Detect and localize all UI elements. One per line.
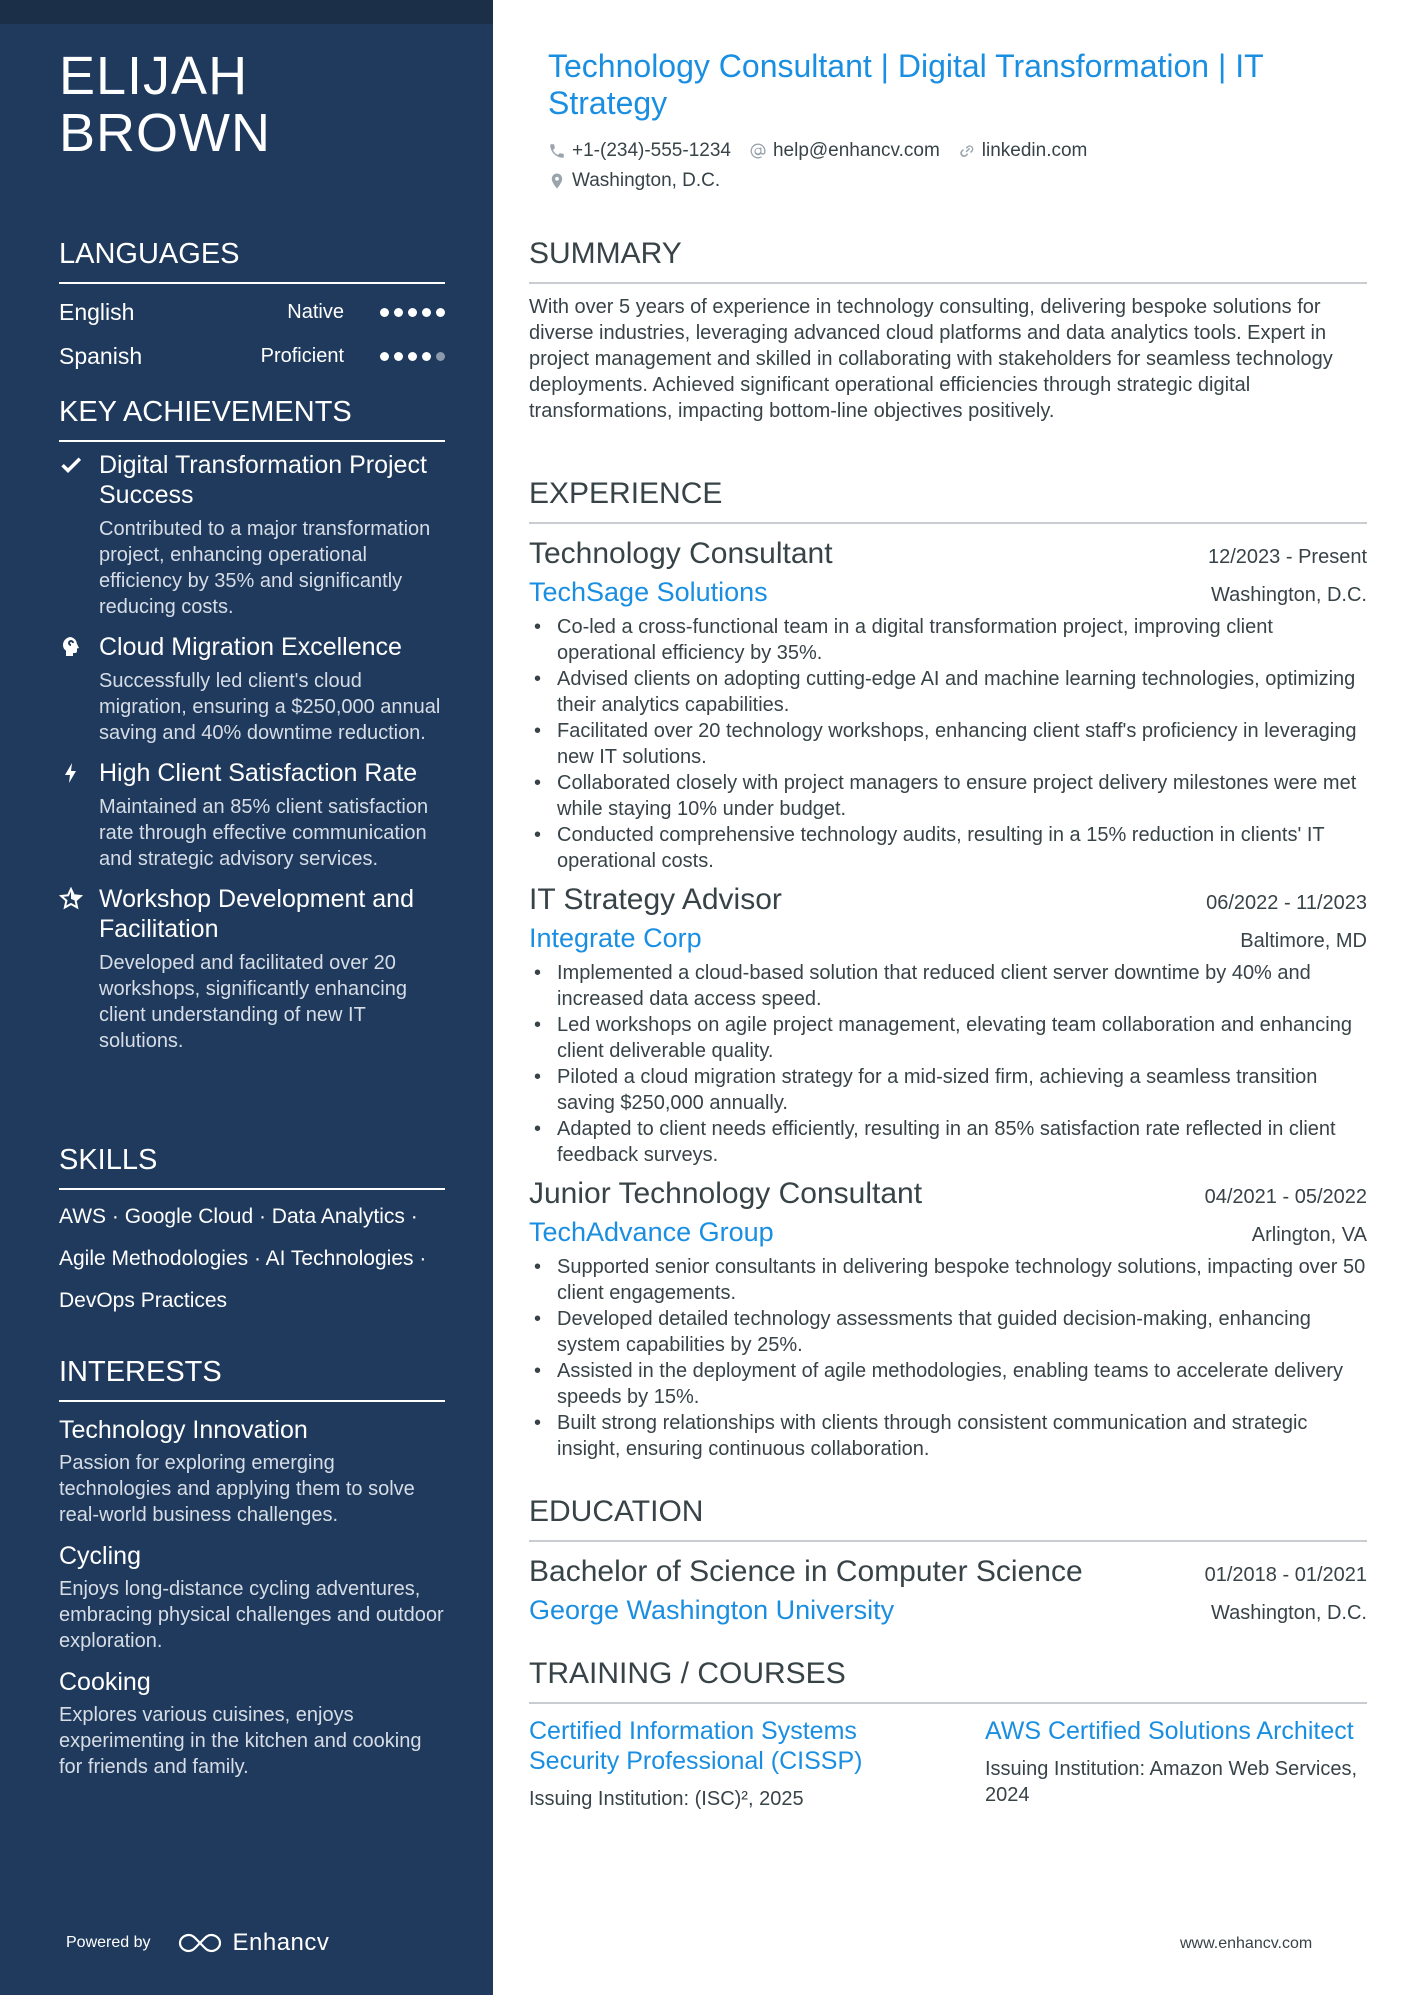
training-section (529, 1656, 1367, 1812)
rating-dot (380, 352, 389, 361)
sidebar (0, 0, 493, 1995)
contact-location (548, 170, 720, 192)
job-bullet: • Facilitated over 20 technology workshops, enhancing client staff's proficiency in leveraging new IT solutions. (529, 718, 1367, 770)
job-title: Technology Consultant (529, 537, 833, 570)
phone-text: +1-(234)-555-1234 (572, 140, 731, 161)
interest-item (59, 1666, 445, 1780)
interest-desc: Enjoys long-distance cycling adventures, embracing physical challenges and outdoor exploration. (59, 1578, 444, 1652)
contact-phone[interactable] (548, 140, 731, 162)
interest-title: Cooking (59, 1668, 151, 1696)
language-item (59, 290, 445, 334)
education-section (529, 1494, 1367, 1628)
skills-heading: SKILLS (59, 1142, 445, 1190)
language-name: English (59, 298, 135, 325)
skills-line: AWS · Google Cloud · Data Analytics · (59, 1205, 418, 1228)
enhancv-logo-icon (177, 1931, 223, 1955)
school: George Washington University (529, 1595, 895, 1625)
interest-desc: Passion for exploring emerging technologies and applying them to solve real-world business challenges. (59, 1452, 415, 1526)
star-icon (59, 884, 99, 1054)
job-company: TechAdvance Group (529, 1217, 774, 1247)
job-bullet: • Collaborated closely with project managers to ensure project delivery milestones were met while staying 10% under budget. (529, 770, 1367, 822)
languages-section (59, 236, 445, 378)
course-item (985, 1716, 1367, 1812)
rating-dot (436, 308, 445, 317)
rating-dot (408, 308, 417, 317)
summary-section (529, 236, 1367, 424)
course-title: AWS Certified Solutions Architect (985, 1717, 1354, 1745)
achievement-title: Cloud Migration Excellence (99, 633, 402, 661)
interests-section (59, 1354, 445, 1780)
interest-title: Cycling (59, 1542, 141, 1570)
job-dates: 06/2022 - 11/2023 (1206, 892, 1367, 914)
location-text: Washington, D.C. (572, 170, 721, 191)
at-icon (749, 142, 767, 160)
interest-item (59, 1540, 445, 1654)
interest-title: Technology Innovation (59, 1416, 308, 1444)
achievements-heading: KEY ACHIEVEMENTS (59, 394, 445, 442)
contact-info (548, 136, 1348, 196)
job-bullets (529, 614, 1367, 874)
job-entry (529, 880, 1367, 1168)
languages-heading: LANGUAGES (59, 236, 445, 284)
rating-dot (394, 352, 403, 361)
language-rating (380, 308, 445, 317)
job-title: IT Strategy Advisor (529, 883, 782, 916)
job-entry (529, 1174, 1367, 1462)
job-bullet: • Conducted comprehensive technology audits, resulting in a 15% reduction in clients' IT operational costs. (529, 822, 1367, 874)
job-location: Arlington, VA (1251, 1224, 1367, 1246)
enhancv-logo[interactable] (177, 1929, 330, 1957)
training-heading: TRAINING / COURSES (529, 1656, 1367, 1704)
job-bullet: • Led workshops on agile project management, elevating team collaboration and enhancing client deliverable quality. (529, 1012, 1367, 1064)
job-bullet: • Co-led a cross-functional team in a digital transformation project, improving client operational efficiency by 35%. (529, 614, 1367, 666)
phone-icon (548, 142, 566, 160)
education-location: Washington, D.C. (1211, 1602, 1367, 1624)
checkmark-icon (59, 450, 99, 620)
powered-by-label: Powered by (66, 1934, 151, 1951)
job-location: Washington, D.C. (1211, 584, 1367, 606)
brain-icon (59, 632, 99, 746)
headline: Technology Consultant | Digital Transformation | IT Strategy (548, 48, 1264, 121)
job-location: Baltimore, MD (1240, 930, 1367, 952)
achievement-item (59, 884, 445, 1054)
job-bullets (529, 1254, 1367, 1462)
rating-dot (380, 308, 389, 317)
rating-dot (422, 352, 431, 361)
lightning-icon (59, 758, 99, 872)
skills-list (59, 1196, 445, 1322)
job-bullet: • Advised clients on adopting cutting-edge AI and machine learning technologies, optimizing their analytics capabilities. (529, 666, 1367, 718)
course-desc: Issuing Institution: (ISC)², 2025 (529, 1788, 804, 1810)
experience-section (529, 476, 1367, 1462)
contact-email[interactable] (749, 140, 940, 162)
achievement-desc: Maintained an 85% client satisfaction rate through effective communication and strategic advisory services. (99, 796, 429, 870)
achievement-title: High Client Satisfaction Rate (99, 759, 418, 787)
summary-text: With over 5 years of experience in technology consulting, delivering bespoke solutions for diverse industries, leveraging advanced cloud platforms and data analytics tools. Expert in project management and skilled in collaborating with stakeholders for seamless technology deployments. Achieved significant operational efficiencies through strategic digital transformations, impacting bottom-line objectives positively. (529, 296, 1333, 422)
achievement-item (59, 758, 445, 872)
experience-heading: EXPERIENCE (529, 476, 1367, 524)
interest-desc: Explores various cuisines, enjoys experimenting in the kitchen and cooking for friends and family. (59, 1704, 422, 1778)
rating-dot (408, 352, 417, 361)
rating-dot (394, 308, 403, 317)
last-name: BROWN (59, 103, 271, 163)
language-rating (380, 352, 445, 361)
candidate-name (59, 48, 271, 162)
enhancv-wordmark: Enhancv (232, 1929, 330, 1956)
achievement-item (59, 450, 445, 620)
sidebar-top-strip (0, 0, 493, 24)
job-dates: 04/2021 - 05/2022 (1204, 1186, 1367, 1208)
education-heading: EDUCATION (529, 1494, 1367, 1542)
job-bullet: • Adapted to client needs efficiently, resulting in an 85% satisfaction rate reflected in client feedback surveys. (529, 1116, 1367, 1168)
rating-dot (422, 308, 431, 317)
job-bullet: • Assisted in the deployment of agile methodologies, enabling teams to accelerate delivery speeds by 15%. (529, 1358, 1367, 1410)
job-dates: 12/2023 - Present (1208, 546, 1367, 568)
degree: Bachelor of Science in Computer Science (529, 1555, 1083, 1588)
job-bullet: • Supported senior consultants in delivering bespoke technology solutions, impacting over 50 client engagements. (529, 1254, 1367, 1306)
job-title: Junior Technology Consultant (529, 1177, 923, 1210)
summary-heading: SUMMARY (529, 236, 1367, 284)
linkedin-text: linkedin.com (981, 140, 1088, 161)
language-item (59, 334, 445, 378)
job-bullet: • Implemented a cloud-based solution that reduced client server downtime by 40% and increased data access speed. (529, 960, 1367, 1012)
email-text: help@enhancv.com (772, 140, 940, 161)
achievement-title: Digital Transformation Project Success (99, 451, 427, 509)
skills-line: DevOps Practices (59, 1289, 228, 1312)
job-bullets (529, 960, 1367, 1168)
language-level: Native (287, 300, 344, 323)
course-desc: Issuing Institution: Amazon Web Services, 2024 (985, 1758, 1358, 1806)
interests-heading: INTERESTS (59, 1354, 445, 1402)
first-name: ELIJAH (59, 46, 249, 106)
skills-section (59, 1142, 445, 1322)
location-pin-icon (548, 172, 566, 190)
achievement-desc: Developed and facilitated over 20 workshops, significantly enhancing client understanding of new IT solutions. (99, 952, 407, 1052)
education-dates: 01/2018 - 01/2021 (1204, 1564, 1367, 1586)
course-item (529, 1716, 911, 1812)
job-bullet: • Developed detailed technology assessments that guided decision-making, enhancing system capabilities by 25%. (529, 1306, 1367, 1358)
job-company: TechSage Solutions (529, 577, 768, 607)
job-bullet: • Piloted a cloud migration strategy for a mid-sized firm, achieving a seamless transition saving $250,000 annually. (529, 1064, 1367, 1116)
link-icon (958, 142, 976, 160)
interest-item (59, 1414, 445, 1528)
achievement-item (59, 632, 445, 746)
education-entry (529, 1552, 1367, 1628)
skills-line: Agile Methodologies · AI Technologies · (59, 1247, 427, 1270)
job-bullet: • Built strong relationships with clients through consistent communication and strategic insight, ensuring continuous collaboration. (529, 1410, 1367, 1462)
job-entry (529, 534, 1367, 874)
website-link[interactable]: www.enhancv.com (1180, 1935, 1313, 1952)
language-name: Spanish (59, 342, 143, 369)
achievement-desc: Successfully led client's cloud migration, ensuring a $250,000 annual saving and 40% downtime reduction. (99, 670, 441, 744)
course-title: Certified Information Systems Security Professional (CISSP) (529, 1717, 863, 1775)
achievement-title: Workshop Development and Facilitation (99, 885, 414, 943)
contact-linkedin[interactable] (958, 140, 1088, 162)
language-level: Proficient (260, 344, 344, 367)
job-company: Integrate Corp (529, 923, 702, 953)
achievements-section (59, 394, 445, 1054)
powered-by (66, 1929, 329, 1957)
achievement-desc: Contributed to a major transformation project, enhancing operational efficiency by 35% and significantly reducing costs. (99, 518, 431, 618)
rating-dot (436, 352, 445, 361)
